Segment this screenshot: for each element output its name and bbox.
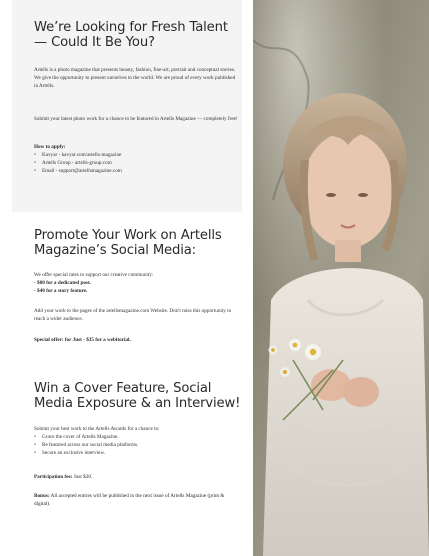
bonus-value: All accepted entries will be published in the next issue of Artells Magazine (print & digital). (34, 493, 225, 507)
awards-intro: Submit your best work to the Artells Awards for a chance to: (34, 426, 160, 432)
heading-fresh-talent: We’re Looking for Fresh Talent — Could It Be You? (34, 20, 228, 51)
portrait-photo (253, 0, 429, 556)
rate-story-feature: - $40 for a story feature. (34, 288, 88, 294)
rates-intro: We offer special rates to support our creative community: (34, 272, 154, 278)
apply-item-group[interactable]: • Artells Group - artells-group.com (34, 159, 122, 167)
intro-paragraph: Artells is a photo magazine that presents beauty, fashion, fine-art, portrait and conceptual stories. We give the opportunity to present ourselves to the world. We are proud of every work published in Artells. (34, 67, 236, 89)
apply-item-email[interactable]: • Email - support@artellsmagazine.com (34, 167, 122, 175)
awards-item-cover: • Grace the cover of Artells Magazine. (34, 433, 138, 441)
website-paragraph: Add your work to the pages of the artellsmagazine.com Website. Don't miss this opportunity to reach a wider audience. (34, 308, 232, 322)
rates-list (34, 279, 91, 295)
heading-cover-feature: Win a Cover Feature, Social Media Exposure & an Interview! (34, 381, 241, 412)
girl-with-daisies-illustration (253, 0, 429, 556)
heading-promote: Promote Your Work on Artells Magazine’s Social Media: (34, 228, 222, 259)
bonus-label: Bonus: (34, 493, 50, 499)
bonus-note (34, 492, 239, 508)
participation-fee (34, 473, 92, 481)
how-to-apply-label: How to apply: (34, 144, 66, 150)
awards-item-interview: • Secure an exclusive interview. (34, 449, 138, 457)
fee-label: Participation fee: (34, 474, 73, 480)
awards-item-social: • Be featured across our social media platforms. (34, 441, 138, 449)
submit-paragraph: Submit your latest photo work for a chance to be featured in Artells Magazine — completely free! (34, 116, 238, 122)
special-offer: Special offer: for Just - $35 for a webitorial. (34, 337, 131, 343)
fee-value: Just $30. (72, 474, 93, 480)
awards-list (34, 433, 138, 457)
apply-item-kavyar[interactable]: • Kavyar - kavyar.com/artells-magazine (34, 151, 122, 159)
apply-list (34, 151, 122, 175)
rate-dedicated-post: - $80 for a dedicated post. (34, 280, 91, 286)
